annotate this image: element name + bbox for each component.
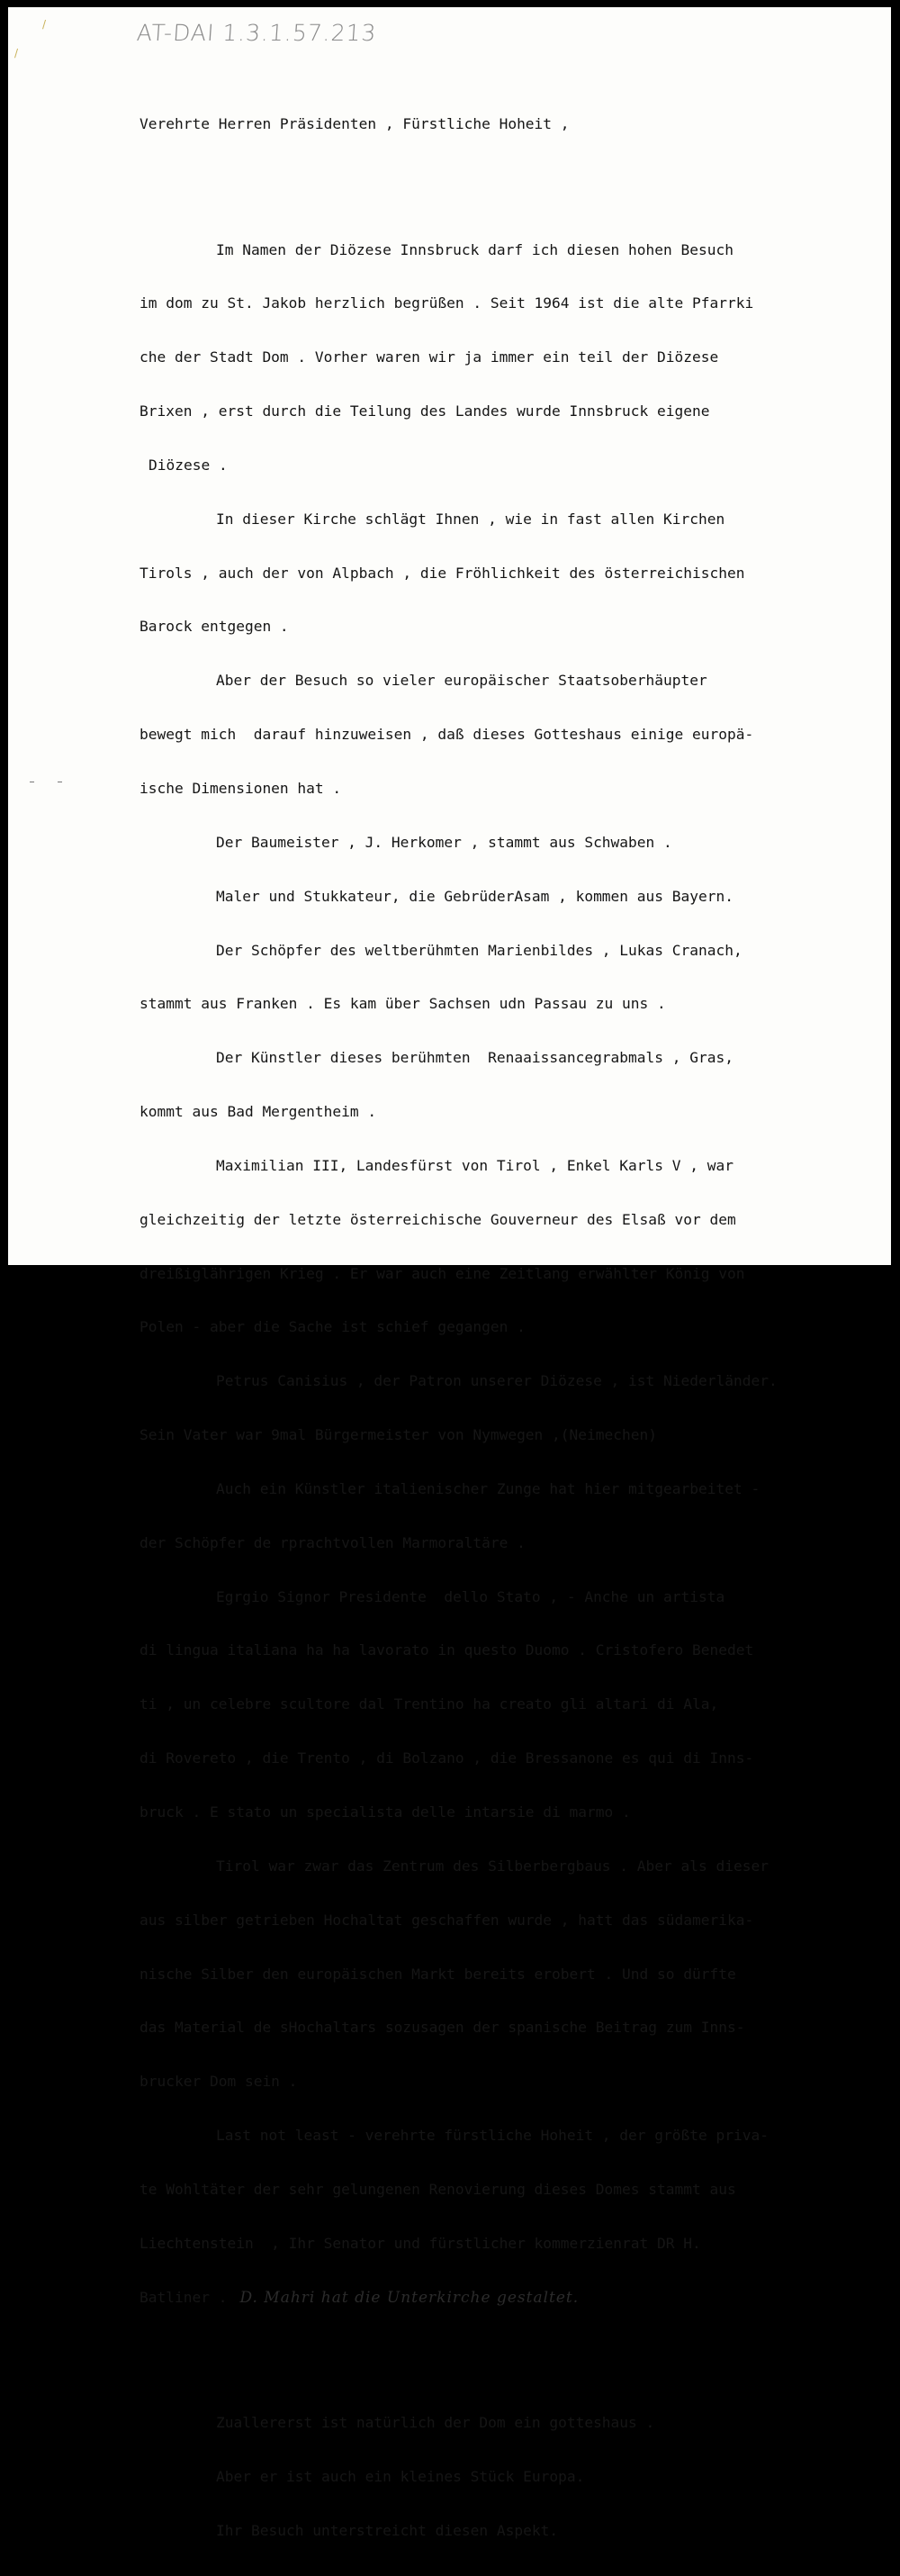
body-line: te Wohltäter der sehr gelungenen Renovierung dieses Domes stammt aus [140,2180,736,2198]
corner-mark: / [42,18,47,31]
body-line: Tirols , auch der von Alpbach , die Fröhlichkeit des österreichischen [140,564,745,582]
body-line: Im Namen der Diözese Innsbruck darf ich diesen hohen Besuch [216,240,734,258]
body-line: ti , un celebre scultore dal Trentino ha creato gli altari di Ala, [140,1695,719,1713]
body-line: aus silber getrieben Hochaltat geschaffen wurde , hatt das südamerika- [140,1911,754,1929]
body-line: stammt aus Franken . Es kam über Sachsen udn Passau zu uns . [140,995,666,1013]
body-line: Auch ein Künstler italienischer Zunge hat hier mitgearbeitet - [216,1479,760,1497]
body-line: Batliner . [140,2288,228,2306]
body-line: der Schöpfer de rprachtvollen Marmoraltäre . [140,1533,526,1551]
body-line: Sein Vater war 9mal Bürgermeister von Nymwegen ,(Neimechen) [140,1426,657,1444]
salutation: Verehrte Herren Präsidenten , Fürstliche Hoheit , [140,114,570,132]
body-line: Tirol war zwar das Zentrum des Silberbergbaus . Aber als dieser [216,1857,769,1875]
closing-line: Aber er ist auch ein kleines Stück Europa. [216,2468,585,2486]
body-line: Der Baumeister , J. Herkomer , stammt aus Schwaben . [216,833,672,851]
typed-letter [140,79,896,2576]
body-line: bewegt mich darauf hinzuweisen , daß dieses Gotteshaus einige europä- [140,726,754,744]
body-line: che der Stadt Dom . Vorher waren wir ja immer ein teil der Diözese [140,348,719,366]
body-line: Last not least - verehrte fürstliche Hoheit , der größte priva- [216,2127,769,2145]
body-line: Egrgio Signor Presidente dello Stato , - Anche un artista [216,1587,725,1605]
body-line: Aber der Besuch so vieler europäischer Staatsoberhäupter [216,672,707,690]
closing-line: Zuallererst ist natürlich der Dom ein gotteshaus . [216,2414,655,2432]
archive-stamp: AT-DAI 1.3.1.57.213 [135,20,378,46]
body-line: Liechtenstein , Ihr Senator und fürstlicher kommerzienrat DR H. [140,2234,701,2252]
body-line: Maler und Stukkateur, die GebrüderAsam , kommen aus Bayern. [216,887,734,905]
body-line: Der Künstler dieses berühmten Renaaissancegrabmals , Gras, [216,1049,734,1067]
body-line: Maximilian III, Landesfürst von Tirol , Enkel Karls V , war [216,1156,734,1174]
body-line: Der Schöpfer des weltberühmten Marienbildes , Lukas Cranach, [216,941,742,959]
body-line: nische Silber den europäischen Markt bereits erobert . Und so dürfte [140,1965,736,1983]
corner-mark: / [14,47,19,59]
closing-line: Ihr Besuch unterstreicht diesen Aspekt. [216,2521,559,2539]
body-line: Brixen , erst durch die Teilung des Landes wurde Innsbruck eigene [140,402,710,420]
body-line: gleichzeitig der letzte österreichische Gouverneur des Elsaß vor dem [140,1210,736,1228]
body-line: das Material de sHochaltars sozusagen der spanische Beitrag zum Inns- [140,2019,745,2037]
body-line: ische Dimensionen hat . [140,779,342,797]
handwritten-note: D. Mahri hat die Unterkirche gestaltet. [239,2288,580,2307]
body-line: im dom zu St. Jakob herzlich begrüßen . Seit 1964 ist die alte Pfarrki [140,294,754,312]
body-line: dreißiglährigen Krieg . Er war auch eine Zeitlang erwählter König von [140,1264,745,1282]
body-line-with-note [140,2289,896,2307]
body-line: Barock entgegen . [140,618,289,636]
body-line: kommt aus Bad Mergentheim . [140,1103,377,1121]
body-line: In dieser Kirche schlägt Ihnen , wie in fast allen Kirchen [216,510,725,528]
body-line: Polen - aber die Sache ist schief gegangen . [140,1318,526,1336]
body-line: di Rovereto , die Trento , di Bolzano , die Bressanone es qui di Inns- [140,1749,754,1767]
body-line: Petrus Canisius , der Patron unserer Diözese , ist Niederländer. [216,1372,778,1390]
body-line: di lingua italiana ha ha lavorato in questo Duomo . Cristofero Benedet [140,1641,754,1659]
body-line: bruck . E stato un specialista delle intarsie di marmo . [140,1803,631,1821]
body-line: Diözese . [148,456,228,474]
document-page [8,7,891,2539]
body-line: brucker Dom sein . [140,2073,298,2091]
